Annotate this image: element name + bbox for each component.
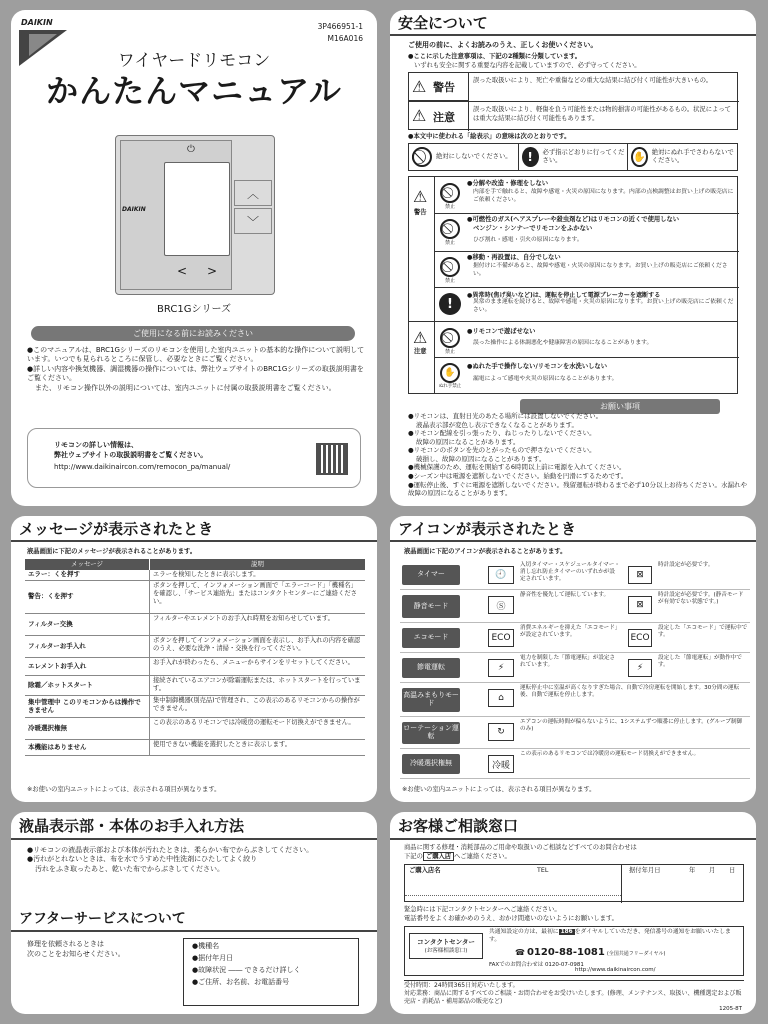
contact-web-link[interactable]: http://www.daikinaircon.com/	[575, 967, 656, 973]
sym2-text: 必ず指示どおりに行ってください。	[542, 148, 625, 164]
caution-sidebar	[409, 322, 435, 394]
right-button[interactable]: >	[206, 264, 218, 278]
messages-table	[25, 559, 365, 756]
read-first-p1: ●このマニュアルは、BRC1Gシリーズのリモコンを使用した室内ユニットの基本的な操作について説明しています。いつでも見られるところに保管し、必要なときにご覧ください。	[27, 346, 365, 364]
care-panel	[11, 812, 377, 1014]
contact-center-name: コンタクトセンター	[417, 938, 475, 946]
series-name: BRC1Gシリーズ	[157, 304, 231, 315]
message-desc: お手入れが終わったら、メニューからサインをリセットしてください。	[149, 658, 365, 675]
contact-panel	[390, 812, 756, 1014]
messages-panel	[11, 516, 377, 802]
message-row	[25, 718, 365, 740]
date-field-label: 据付年月日	[629, 867, 661, 874]
icon-row	[400, 560, 750, 590]
after-item: ●機種名	[192, 942, 220, 950]
message-name: エレメントお手入れ	[28, 661, 87, 670]
message-row	[25, 676, 365, 696]
message-row	[25, 696, 365, 718]
caution-side-label: 注意	[414, 348, 427, 355]
remote-brand: DAIKIN	[122, 206, 146, 213]
contact-footer	[404, 980, 744, 1005]
doc-number: 1205-8T	[719, 1006, 742, 1012]
symbols-intro: ●本文中に使われる「絵表示」の意味は次のとおりです。	[408, 133, 571, 140]
messages-footnote: ※お使いの室内ユニットによっては、表示される項目が異なります。	[27, 786, 221, 793]
messages-title: メッセージが表示されたとき	[11, 516, 377, 542]
sym3-text: 絶対にぬれ手でさわらないでください。	[651, 148, 734, 164]
read-first-p3: また、リモコン操作以外の説明については、室内ユニットに付属の取扱説明書をご覧ください。	[35, 383, 336, 392]
contact-hours: 受付時間：24時間365日対応いたします。	[404, 982, 519, 989]
no-wet-hands-icon: ✋	[631, 147, 647, 167]
icon-row-label: 静音モード	[402, 595, 460, 618]
message-desc: 集中制御機器(別売品)で管理され、この表示のあるリモコンからの操作ができません。	[149, 696, 365, 717]
contact-center-box	[404, 926, 744, 976]
center-desc-key: 186	[560, 929, 573, 935]
care-p2: ●汚れがとれないときは、布を水でうすめた中性洗剤にひたしてよく絞り	[27, 855, 258, 864]
safety-note2: いずれも安全に関する重要な内容を記載していますので、必ず守ってください。	[414, 62, 641, 69]
emergency-1: 緊急時には下記コンタクトセンターへご連絡ください。	[404, 906, 561, 913]
web-info-box	[27, 428, 361, 488]
messages-col1: メッセージ	[70, 560, 104, 568]
clock-icon: 🕘	[488, 566, 514, 584]
request-3b: 破損し、故障の原因になることがあります。	[416, 454, 546, 463]
c2-wet-label: ぬれ手禁止	[438, 384, 462, 389]
after-item: ●据付年月日	[192, 953, 234, 962]
icon-row-label: ローテーション運転	[402, 722, 460, 744]
caution-desc: 誤った取扱いにより、軽傷を負う可能性または物的損害の可能性があるもの。状況によっては重大な結果に結び付く可能性もあります。	[473, 106, 731, 122]
messages-col2: 説明	[149, 559, 365, 570]
left-button[interactable]: <	[176, 264, 188, 278]
message-row	[25, 740, 365, 756]
icon-row-desc: 入切タイマー・スケジュールタイマー・消し忘れ防止タイマーのいずれかが設定されています。	[520, 562, 620, 582]
mandatory-icon: !	[522, 147, 539, 167]
month-label: 月	[709, 867, 716, 874]
warn-def-label	[409, 73, 469, 101]
contact-center-desc	[489, 929, 739, 944]
after-item: ●故障状況 ―― できるだけ詳しく	[192, 965, 301, 974]
store-field-label: ご購入店名	[409, 867, 441, 874]
w4-title: ●異常時(焦げ臭いなど)は、運転を停止して電源ブレーカーを遮断する	[467, 292, 661, 299]
warning-side-icon: ⚠	[413, 187, 428, 206]
house-temp-icon: ⌂	[488, 689, 514, 707]
phone-number: 0120-88-1081	[526, 947, 605, 958]
message-desc: 使用できない機能を選択したときに表示します。	[149, 740, 365, 755]
power-saving-icon: ⚡	[488, 659, 514, 677]
cover-title: かんたんマニュアル	[46, 72, 342, 110]
request-6: ●運転停止後、すぐに電源を遮断しないでください。残留運転が終わるまで必ず10分以上お待ちください。水漏れや故障の原因になることがあります。	[408, 480, 747, 498]
request-1b: 液晶表示部が変色し表示できなくなることがあります。	[416, 420, 578, 429]
icon-row	[400, 683, 750, 717]
icon-row	[400, 717, 750, 749]
contact-title: お客様ご相談窓口	[390, 812, 756, 840]
icon-row-label: エコモード	[402, 628, 460, 648]
warning-items	[408, 176, 738, 322]
message-row	[25, 570, 365, 581]
after-title: アフターサービスについて	[11, 906, 377, 932]
message-desc: フィルターやエレメントのお手入れ時期をお知らせしています。	[149, 614, 365, 635]
c2-title: ●ぬれた手で操作しない/リモコンを水洗いしない	[467, 363, 608, 370]
icons-footnote: ※お使いの室内ユニットによっては、表示される項目が異なります。	[402, 786, 596, 793]
after-checklist	[183, 938, 359, 1006]
w2-title: ●可燃性のガス(ヘアスプレーや殺虫剤など)はリモコンの近くで使用しない	[467, 216, 680, 223]
icons-intro: 液晶画面に下記のアイコンが表示されることがあります。	[404, 548, 567, 555]
message-desc: ボタンを押してインフォメーション画面を表示し、お手入れの内容を確認のうえ、必要な洗浄・清掃・交換を行ってください。	[149, 636, 365, 657]
w2-body: ひび割れ・感電・引火の原因になります。	[473, 237, 583, 243]
silent-icon-alt: ⊠	[628, 596, 652, 614]
message-desc: 接続されているエアコンが除霜運転または、ホットスタートを行っています。	[149, 676, 365, 695]
requests-list	[408, 412, 748, 498]
caution-side-icon: ⚠	[413, 328, 428, 347]
warn-label: 警告	[433, 81, 455, 94]
cover-panel	[11, 10, 377, 506]
w4-body: 異常のまま運転を続けると、故障や感電・火災の原因になります。お買い上げの販売店にご依頼ください。	[473, 299, 734, 313]
cover-subtitle: ワイヤードリモコン	[117, 51, 271, 71]
caution-label: 注意	[433, 111, 455, 124]
power-saving-icon-alt: ⚡	[628, 659, 652, 677]
icon-row-desc: この表示のあるリモコンでは冷暖房の運転モード切換えができません。	[520, 751, 700, 757]
tel-field-label: TEL	[537, 867, 549, 874]
message-row	[25, 614, 365, 636]
message-name: 警告：くを押す	[28, 592, 74, 601]
icon-row	[400, 590, 750, 623]
silent-icon: Ⓢ	[488, 596, 514, 614]
warning-sidebar	[409, 177, 435, 323]
safety-panel	[390, 10, 756, 506]
icon-row-label: 冷暖選択権無	[402, 754, 460, 774]
symbols-legend	[408, 143, 738, 171]
down-button[interactable]: ﹀	[234, 208, 272, 234]
icon-row-desc: エアコンの運転時間が偏らないように、1システムずつ順番に停止します。(グループ制御のみ)	[520, 719, 743, 732]
phone-main[interactable]	[515, 947, 665, 958]
request-4: ●機械保護のため、運転を開始する6時間以上前に電源を入れてください。	[408, 463, 626, 472]
center-desc1: 共通知設定の方は、最初に	[489, 929, 559, 935]
icon-row-desc: 静音性を優先して運転しています。	[520, 592, 610, 598]
read-first-p2: ●詳しい内容や換気機器、調湿機器の操作については、弊社ウェブサイトのBRC1Gシリーズの取扱説明書をご覧ください。	[27, 364, 364, 383]
c1-prohibit	[437, 326, 463, 355]
w2-prohibit-label: 禁止	[444, 240, 455, 246]
icon-row-desc: 電力を制限した「節電運転」が設定されています。	[520, 655, 616, 668]
message-row	[25, 581, 365, 614]
caution-items	[408, 322, 738, 394]
contact-intro2a: 下記の	[404, 853, 423, 860]
request-1: ●リモコンは、直射日光のあたる場所には設置しないでください。	[408, 412, 603, 420]
icon-row	[400, 749, 750, 779]
after-p1: 修理を依頼されるときは	[27, 940, 104, 948]
doc-code-1: 3P466951-1	[317, 22, 363, 31]
contact-center-sub: (お客様相談窓口)	[424, 948, 468, 954]
c1-body: 誤った操作による体調悪化や健康障害の原因になることがあります。	[473, 340, 653, 346]
icon-row-desc: 運転停止中に室温が高くなりすぎた場合、自動で冷房運転を開始します。30分間の運転後、自動で運転を停止します。	[520, 685, 740, 698]
emergency-2: 電話番号をよくお確かめのうえ、おかけ間違いのないようにお願いします。	[404, 915, 618, 922]
remote-screen	[164, 162, 230, 256]
read-first-body	[27, 346, 365, 393]
w2-sub: ベンジン・シンナーでリモコンをふかない	[473, 225, 593, 232]
w3-prohibit-label: 禁止	[444, 278, 455, 284]
message-name: 除霜／ホットスタート	[28, 680, 93, 689]
c1-prohibit-label: 禁止	[444, 349, 455, 355]
icon-row-desc-2: 設定した「エコモード」で運転中です。	[658, 625, 748, 638]
icon-row-desc-2: 時計設定が必要です。(静音モードが有効でない状態です。)	[658, 592, 744, 605]
clock-icon-alt: ⊠	[628, 566, 652, 584]
message-desc: ボタンを押して、インフォメーション画面で「エラーコード」「機種名」を確認し、「サービス連絡先」またはコンタクトセンターにご連絡ください。	[149, 581, 365, 613]
center-desc2: をダイヤルしていただき、発信番号の通知をお願いいたします。	[489, 929, 731, 943]
w1-body: 内部を手で触れると、故障や感電・火災の原因になります。内部の点検調整はお買い上げの販売店にご依頼ください。	[473, 189, 734, 203]
contact-intro: 商品に関する修理・消耗部品のご用命や取扱いのご相談などすべてのお問合わせは	[404, 844, 637, 851]
safety-intro: ご使用の前に、よくお読みのうえ、正しくお使いください。	[408, 41, 598, 49]
fax-number: FAXでのお問合わせは 0120-07-0981	[489, 962, 584, 968]
prohibit-icon	[412, 147, 432, 167]
care-title: 液晶表示部・本体のお手入れ方法	[11, 812, 377, 840]
messages-table-header	[25, 559, 365, 570]
message-row	[25, 636, 365, 658]
message-name: エラー：くを押す	[28, 570, 80, 579]
after-item: ●ご住所、お名前、お電話番号	[192, 977, 290, 986]
icon-row-label: タイマー	[402, 565, 460, 585]
sym1-text: 絶対にしないでください。	[436, 152, 512, 160]
web-url-link[interactable]: http://www.daikinaircon.com/remocon_pa/manual/	[54, 463, 231, 471]
warn-desc: 誤った取扱いにより、死亡や重傷などの重大な結果に結び付く可能性が大きいもの。	[473, 77, 713, 84]
cool-heat-icon: 冷暖	[488, 755, 514, 773]
contact-center-badge	[409, 933, 483, 959]
w1-prohibit	[437, 181, 463, 210]
message-row	[25, 658, 365, 676]
icons-title: アイコンが表示されたとき	[390, 516, 756, 542]
eco-icon: ECO	[488, 629, 514, 647]
message-name: フィルターお手入れ	[28, 641, 86, 650]
contact-intro-2	[404, 853, 511, 862]
icon-row-desc-2: 設定した「節電運転」が動作中です。	[658, 655, 742, 668]
c2-body: 漏電によって感電や火災の原因になることがあります。	[473, 376, 618, 382]
brand-text: DAIKIN	[21, 18, 53, 27]
message-name: 本機能はありません	[28, 742, 87, 751]
remote-illustration	[115, 135, 275, 295]
message-desc: エラーを検知したときに表示します。	[149, 570, 365, 580]
contact-scope: 対応業務：商品に関するすべてのご相談・お問合わせをお受けいたします。(修理、メンテナンス、取扱い、機種選定および販売店・消耗品・補用部品の販売など)	[404, 989, 742, 1005]
request-2b: 故障の原因になることがあります。	[416, 437, 520, 446]
icon-row	[400, 623, 750, 653]
care-p3: 汚れをふき取ったあと、乾いた布でからぶきしてください。	[35, 864, 224, 873]
w3-title: ●移動・再設置は、自分でしない	[467, 254, 561, 261]
icons-panel	[390, 516, 756, 802]
icon-row-desc: 消費エネルギーを抑えた「エコモード」が設定されています。	[520, 625, 618, 638]
power-button[interactable]: ⏻	[187, 143, 195, 155]
day-label: 日	[729, 867, 736, 874]
phone-icon: ☎	[515, 948, 525, 957]
icon-row-label: 高温みまもりモード	[402, 688, 460, 712]
safety-title: 安全について	[390, 10, 756, 36]
w2-prohibit	[437, 217, 463, 246]
contact-intro2c: へご連絡ください。	[454, 853, 511, 860]
w3-prohibit	[437, 255, 463, 284]
after-p2: 次のことをお知らせください。	[27, 950, 125, 958]
web-info-l2: 弊社ウェブサイトの取扱説明書をご覧ください。	[54, 451, 208, 459]
message-name: 冷暖選択権無	[28, 723, 67, 732]
warning-triangle-icon: ⚠	[412, 77, 427, 96]
w1-prohibit-label: 禁止	[444, 204, 455, 210]
request-2: ●リモコン配線を引っ張ったり、ねじったりしないでください。	[408, 429, 596, 438]
contact-intro2b: ご購入店	[423, 852, 454, 861]
care-body	[27, 846, 371, 874]
message-name: 集中管理中 このリモコンからは操作できません	[28, 697, 141, 714]
doc-code-2: M16A016	[327, 34, 363, 43]
request-5: ●シーズン中は電源を遮断しないでください。始動を円滑にするためです。	[408, 472, 628, 481]
icon-row	[400, 653, 750, 683]
w4-mandatory-icon: !	[439, 293, 461, 315]
care-p1: ●リモコンの液晶表示部および本体が汚れたときは、柔らかい布でからぶきしてください。	[27, 846, 314, 854]
rotation-icon: ↻	[488, 723, 514, 741]
safety-note1: ●ここに示した注意事項は、下記の2種類に分類しています。	[408, 53, 582, 60]
phone-note: (全国共通フリーダイヤル)	[606, 951, 666, 957]
warning-side-label: 警告	[414, 209, 427, 216]
qr-code-icon	[316, 443, 348, 475]
web-info-l1: リモコンの詳しい情報は、	[54, 441, 138, 449]
messages-intro: 液晶画面に下記のメッセージが表示されることがあります。	[27, 548, 197, 555]
caution-def-label	[409, 101, 469, 131]
caution-triangle-icon: ⚠	[412, 106, 427, 125]
request-3: ●リモコンのボタンを先のとがったもので押さないでください。	[408, 446, 596, 455]
read-first-head: ご使用になる前にお読みください	[31, 326, 355, 341]
year-label: 年	[689, 867, 696, 874]
requests-head: お願い事項	[520, 399, 720, 414]
c2-wet-prohibit: ✋ ぬれ手禁止	[437, 360, 463, 389]
eco-icon-alt: ECO	[628, 629, 652, 647]
w1-title: ●分解や改造・修理をしない	[467, 180, 549, 187]
purchase-form	[404, 864, 744, 902]
hazard-definitions	[408, 72, 738, 130]
up-button[interactable]: ︿	[234, 180, 272, 206]
icon-row-label: 節電運転	[402, 658, 460, 678]
icon-row-desc-2: 時計設定が必要です。	[658, 562, 714, 568]
message-desc: この表示のあるリモコンでは冷暖房の運転モード切換えができません。	[149, 718, 365, 739]
message-name: フィルター交換	[28, 619, 73, 628]
w3-body: 据付けに不備があると、故障や感電・火災の原因になります。お買い上げの販売店にご依頼ください。	[473, 263, 728, 277]
c1-title: ●リモコンで遊ばせない	[467, 328, 536, 335]
